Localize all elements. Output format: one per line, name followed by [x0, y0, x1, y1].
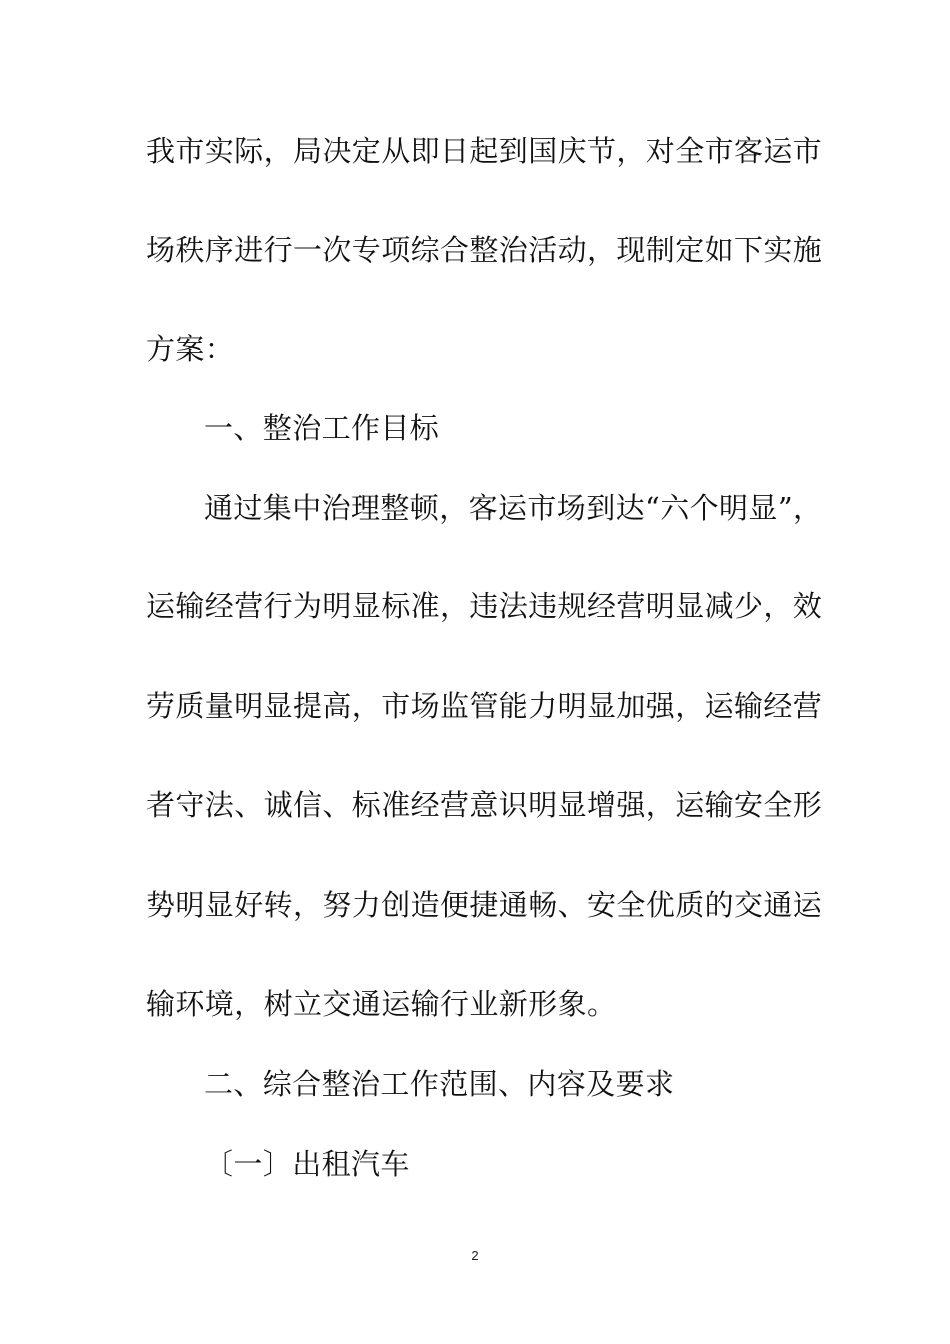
paragraph-line-5: 势明显好转，努力创造便捷通畅、安全优质的交通运	[146, 888, 823, 922]
page-number: 2	[471, 1248, 479, 1263]
section-heading-2: 二、综合整治工作范围、内容及要求	[204, 1067, 675, 1101]
body-line-2: 场秩序进行一次专项综合整治活动，现制定如下实施	[146, 233, 823, 267]
body-line-3: 方案：	[146, 332, 235, 366]
subsection-heading-1: 〔一〕出租汽车	[204, 1147, 410, 1181]
paragraph-line-2: 运输经营行为明显标准，违法违规经营明显减少，效	[146, 589, 823, 623]
section-heading-1: 一、整治工作目标	[204, 411, 440, 445]
paragraph-line-3: 劳质量明显提高，市场监管能力明显加强，运输经营	[146, 689, 823, 723]
body-line-1: 我市实际，局决定从即日起到国庆节，对全市客运市	[146, 134, 823, 168]
paragraph-line-1: 通过集中治理整顿，客运市场到达“六个明显”，	[204, 491, 823, 525]
paragraph-line-4: 者守法、诚信、标准经营意识明显增强，运输安全形	[146, 788, 823, 822]
paragraph-line-6: 输环境，树立交通运输行业新形象。	[146, 987, 617, 1021]
